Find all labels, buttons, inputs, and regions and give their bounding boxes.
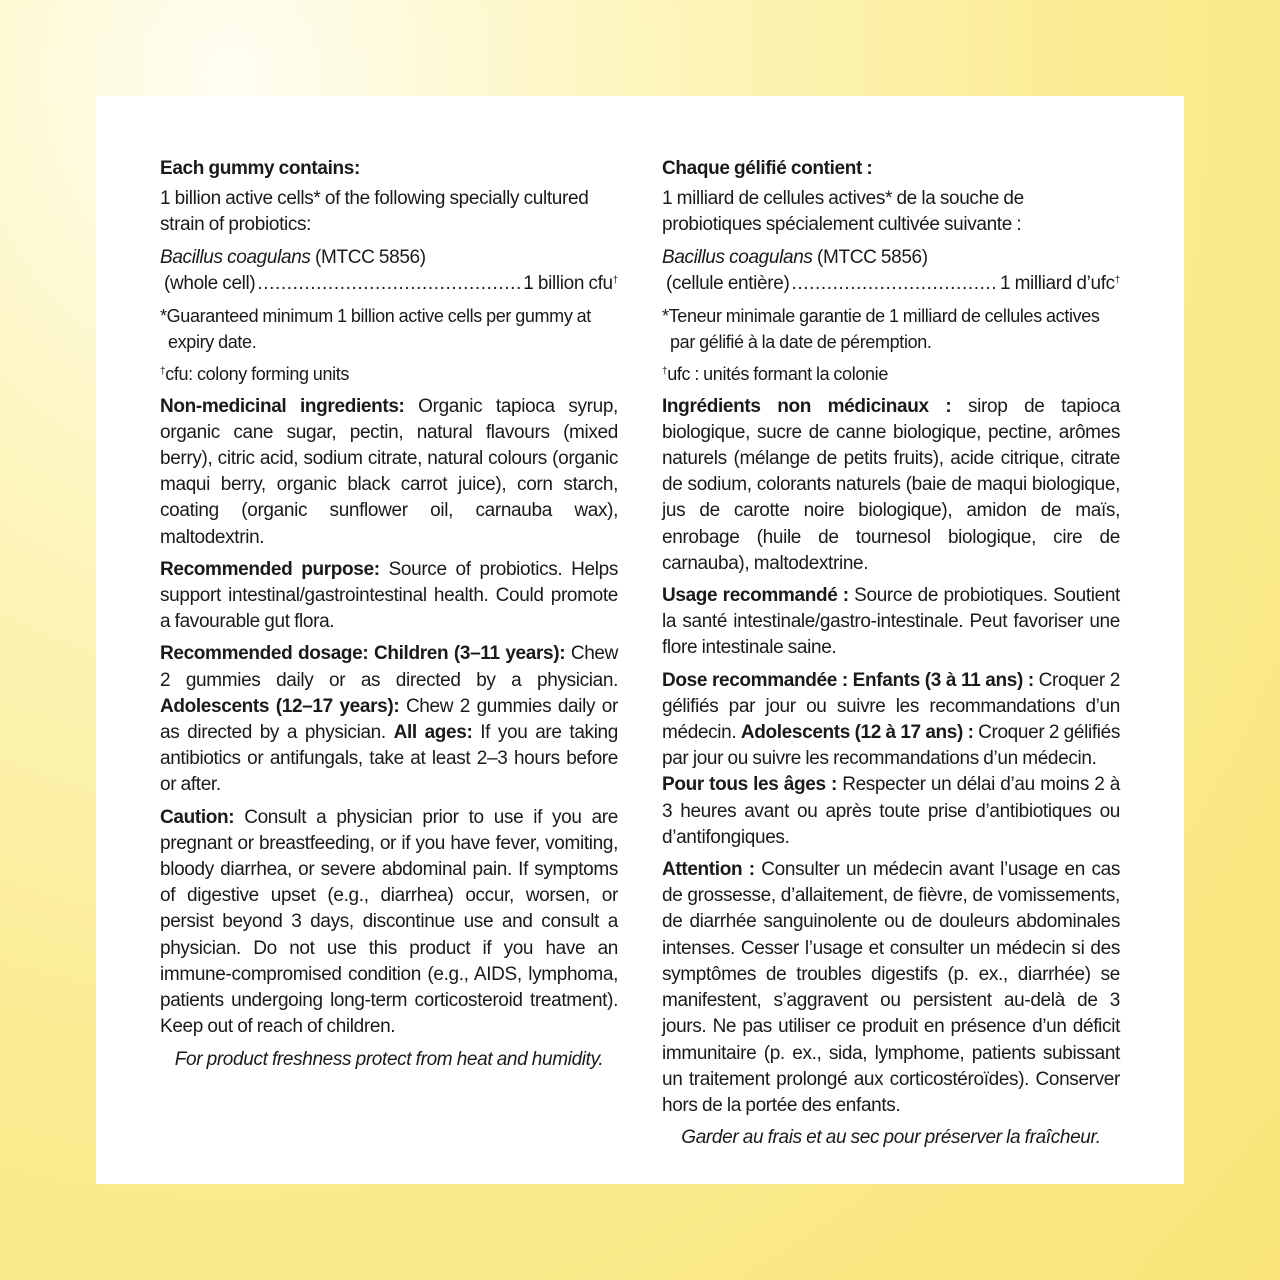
cfu-amount-fr: 1 milliard d’ufc† xyxy=(999,272,1120,294)
cfu-row-fr xyxy=(662,271,1120,297)
freshness-note: For product freshness protect from heat and humidity. xyxy=(174,1048,604,1070)
contents-heading: Each gummy contains: xyxy=(160,158,360,179)
strain-line xyxy=(160,245,618,271)
non-medicinal-ingredients-fr: Ingrédients non médicinaux : sirop de tapioca biologique, sucre de canne biologique, pectine, arômes naturels (mélange de petits fruits), acide citrique, citrate de sodium, colorants naturels (baie de maqui biologique, jus de carotte noire biologique), amidon de maïs, enrobage (huile de tournesol biologique, cire de carnauba), maltodextrine. xyxy=(662,395,1120,574)
recommended-purpose: Recommended purpose: Source of probiotics. Helps support intestinal/gastrointestinal health. Could promote a favourable gut flora. xyxy=(160,558,618,633)
english-column xyxy=(160,156,618,1073)
active-cells-line-2-fr: probiotiques spécialement cultivée suivante : xyxy=(662,214,1022,236)
cfu-row xyxy=(160,271,618,297)
strain-line-fr xyxy=(662,245,1120,271)
recommended-purpose-fr: Usage recommandé : Source de probiotiques. Soutient la santé intestinale/gastro-intestinale. Peut favoriser une flore intestinale saine. xyxy=(662,585,1120,659)
whole-cell-label-fr: (cellule entière) xyxy=(666,272,790,294)
leader-dots xyxy=(257,271,521,297)
leader-dots-fr xyxy=(791,271,997,297)
strain-code-fr: (MTCC 5856) xyxy=(812,246,928,268)
recommended-dosage-fr: Dose recommandée : Enfants (3 à 11 ans) : Croquer 2 gélifiés par jour ou suivre les recommandations d’un médecin. Adolescents (12 à 17 ans) : Croquer 2 gélifiés par jour ou suivre les recommandations d’un médecin. Pour tous les âges : Respecter un délai d’au moins 2 à 3 heures avant ou après toute prise d’antibiotiques ou d’antifongiques. xyxy=(662,669,1120,848)
french-column xyxy=(662,156,1120,1151)
cfu-definition: †cfu: colony forming units xyxy=(160,364,350,385)
cfu-amount: 1 billion cfu† xyxy=(523,272,618,294)
cfu-definition-fr: †ufc : unités formant la colonie xyxy=(662,364,888,385)
caution: Caution: Consult a physician prior to use if you are pregnant or breastfeeding, or if you have fever, vomiting, bloody diarrhea, or severe abdominal pain. If symptoms of digestive upset (e.g., diarrhea) occur, worsen, or persist beyond 3 days, discontinue use and consult a physician. Do not use this product if you have an immune-compromised condition (e.g., AIDS, lymphoma, patients undergoing long-term corticosteroid treatment). Keep out of reach of children. xyxy=(160,806,618,1038)
active-cells-line-2: strain of probiotics: xyxy=(160,214,312,236)
active-cells-line-1: 1 billion active cells* of the following specially cultured xyxy=(160,188,589,210)
guarantee-note-fr: *Teneur minimale garantie de 1 milliard de cellules actives par gélifié à la date de péremption. xyxy=(662,306,1100,353)
strain-code: (MTCC 5856) xyxy=(310,246,426,268)
strain-name: Bacillus coagulans xyxy=(160,246,311,268)
caution-fr: Attention : Consulter un médecin avant l’usage en cas de grossesse, d’allaitement, de fièvre, de vomissements, de diarrhée sanguinolente ou de douleurs abdominales intenses. Cesser l’usage et consulter un médecin si des symptômes de troubles digestifs (p. ex., diarrhée) se manifestent, s’aggravent ou persistent au-delà de 3 jours. Ne pas utiliser ce produit en présence d’un déficit immunitaire (p. ex., sida, lymphome, patients subissant un traitement prolongé aux corticostéroïdes). Conserver hors de la portée des enfants. xyxy=(662,859,1120,1116)
whole-cell-label: (whole cell) xyxy=(164,272,256,294)
recommended-dosage: Recommended dosage: Children (3–11 years): Chew 2 gummies daily or as directed by a physician. Adolescents (12–17 years): Chew 2 gummies daily or as directed by a physician. All ages: If you are taking antibiotics or antifungals, take at least 2–3 hours before or after. xyxy=(160,643,618,796)
contents-heading-fr: Chaque gélifié contient : xyxy=(662,158,873,179)
non-medicinal-ingredients: Non-medicinal ingredients: Organic tapioca syrup, organic cane sugar, pectin, natural flavours (mixed berry), citric acid, sodium citrate, natural colours (organic maqui berry, organic black carrot juice), corn starch, coating (organic sunflower oil, carnauba wax), maltodextrin. xyxy=(160,395,618,548)
strain-name-fr: Bacillus coagulans xyxy=(662,246,813,268)
active-cells-line-1-fr: 1 milliard de cellules actives* de la souche de xyxy=(662,188,1024,210)
guarantee-note: *Guaranteed minimum 1 billion active cells per gummy at expiry date. xyxy=(160,306,591,353)
freshness-note-fr: Garder au frais et au sec pour préserver la fraîcheur. xyxy=(681,1127,1101,1149)
